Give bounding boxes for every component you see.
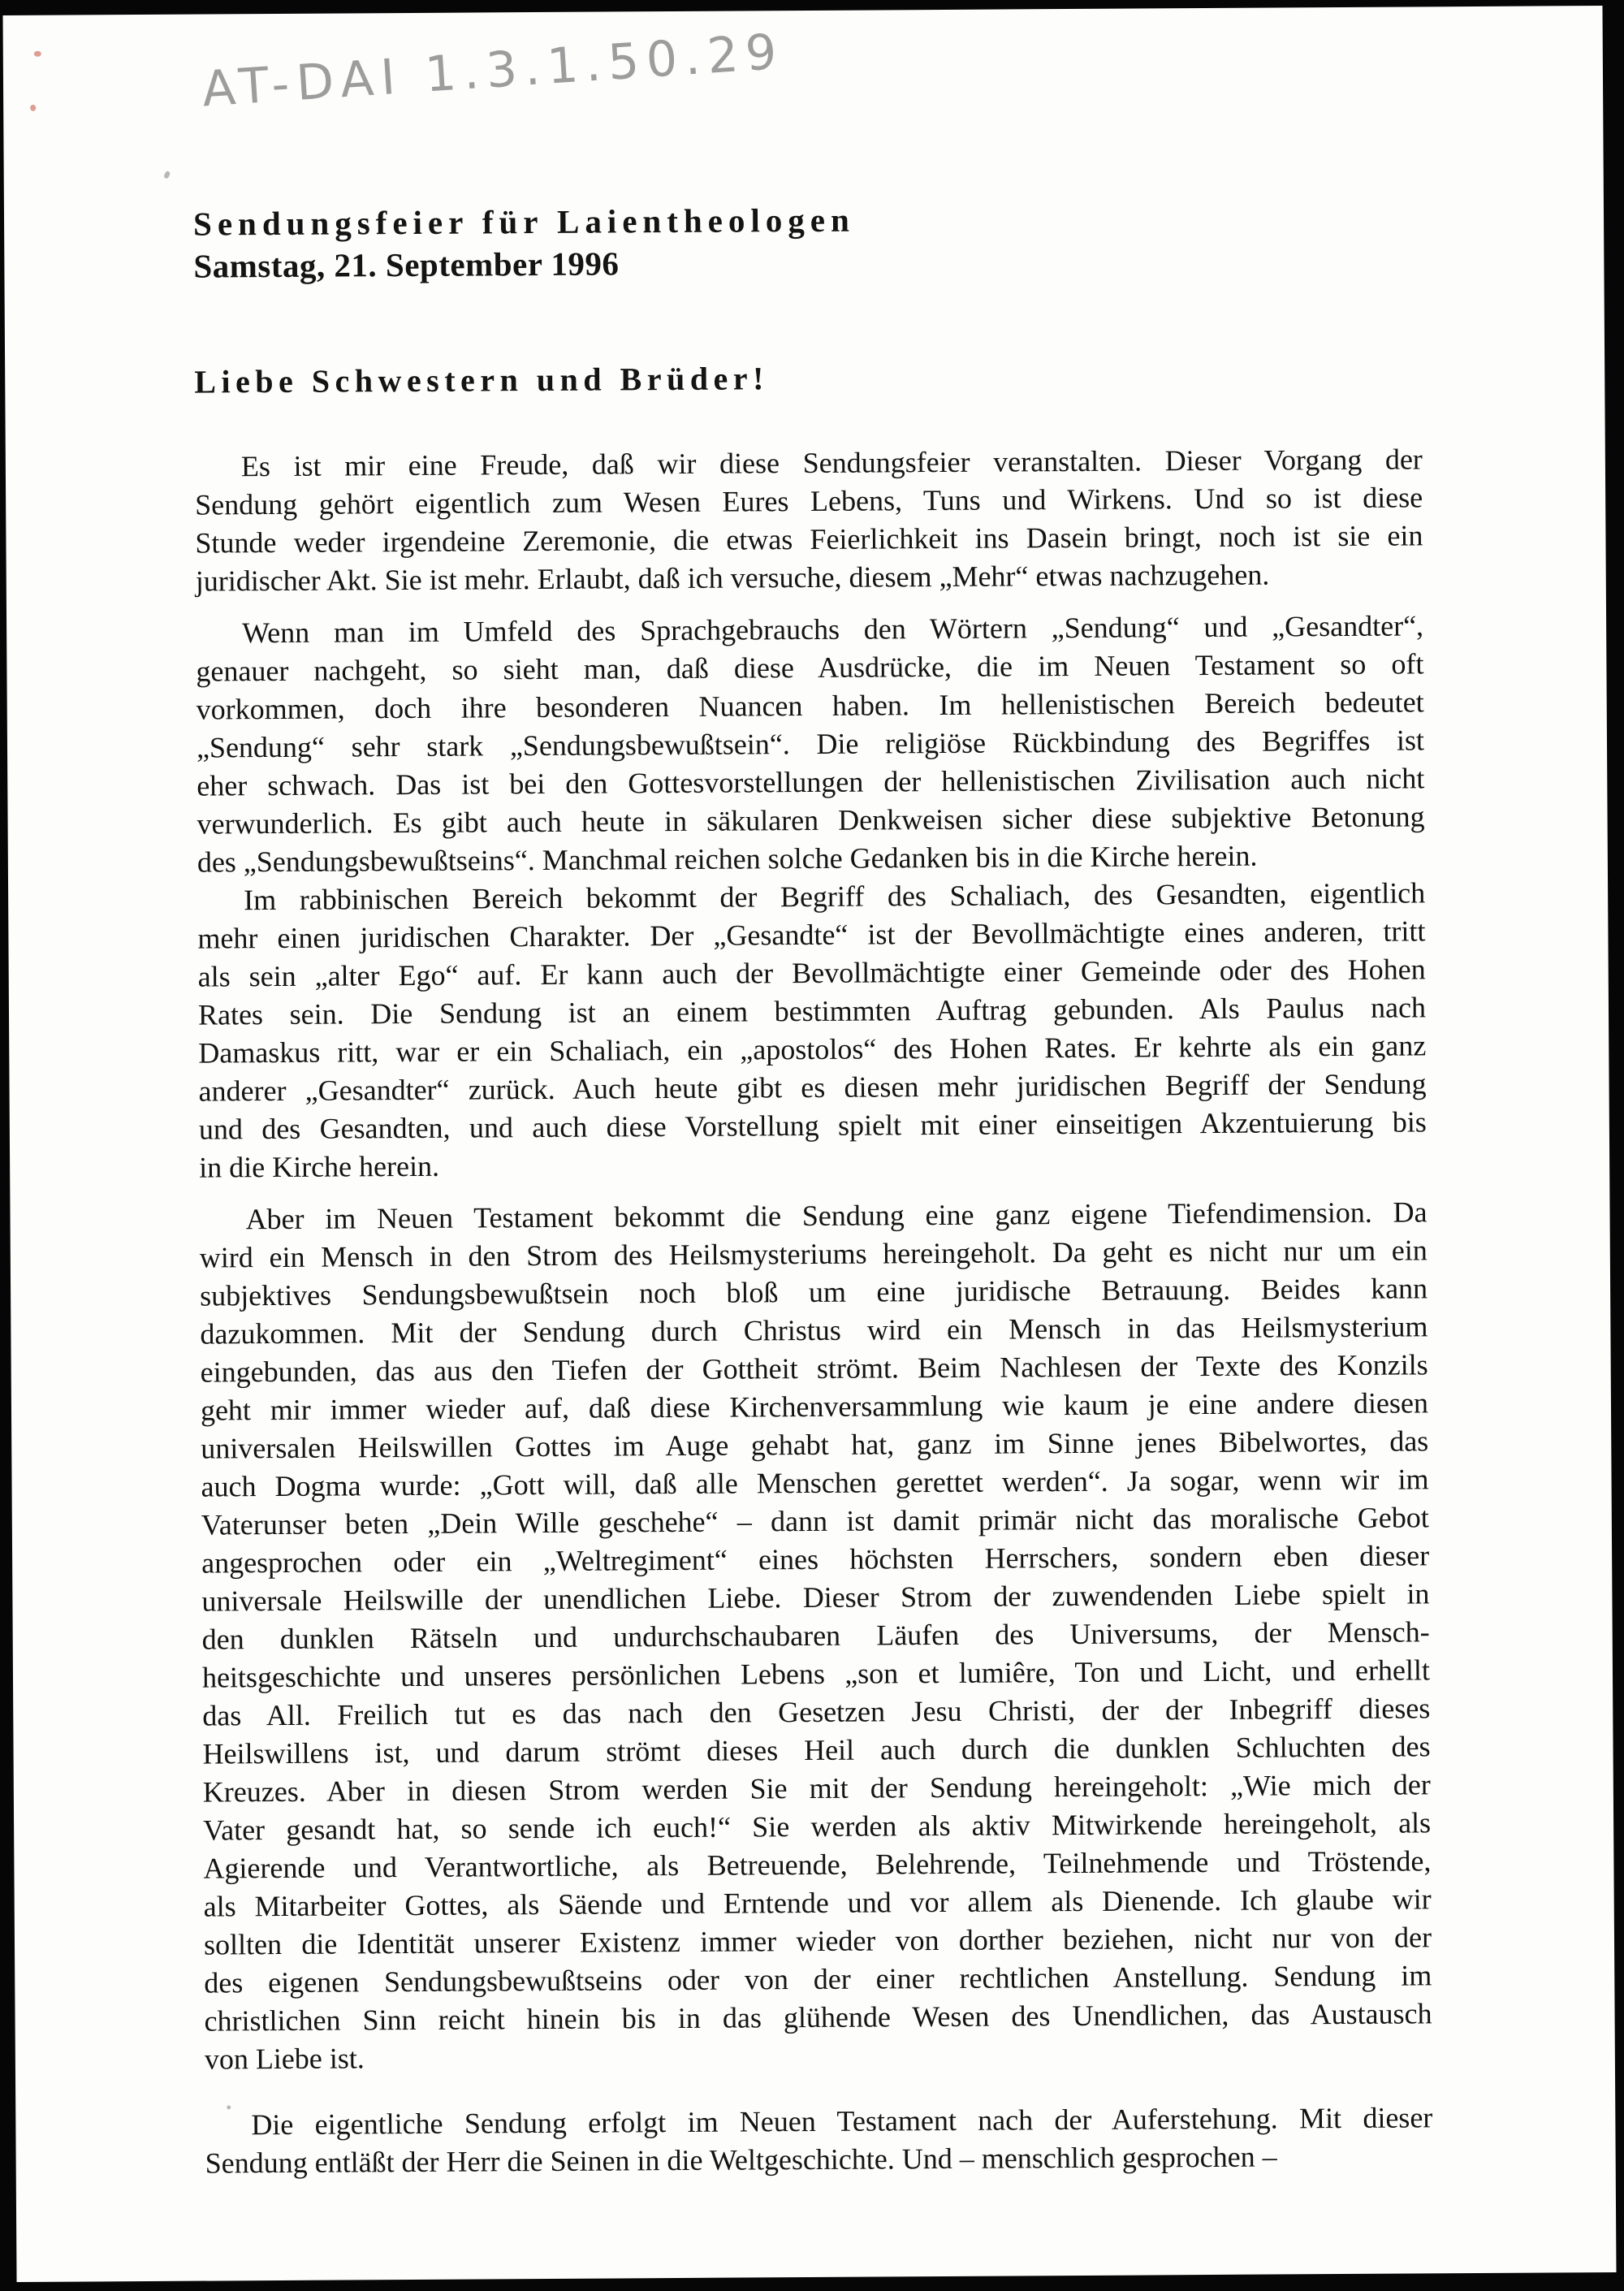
document-body <box>195 440 1433 2182</box>
text-line: Stunde weder irgendeine Zeremonie, die etwas Feierlichkeit ins Dasein bringt, noch ist sie ein <box>195 519 1423 560</box>
paragraph <box>195 440 1423 600</box>
scan-speck <box>34 51 41 57</box>
text-line: Damaskus ritt, war er ein Schaliach, ein „apostolos“ des Hohen Rates. Er kehrte als ein ganz <box>198 1029 1427 1070</box>
text-line: verwunderlich. Es gibt auch heute in säkularen Denkweisen sicher diese subjektive Betonung <box>197 800 1425 841</box>
text-line: Sendung gehört eigentlich zum Wesen Eures Lebens, Tuns und Wirkens. Und so ist diese <box>195 481 1423 521</box>
text-line: geht mir immer wieder auf, daß diese Kirchenversammlung wie kaum je eine andere diesen <box>200 1386 1429 1427</box>
document-page <box>2 6 1616 2282</box>
text-line: eher schwach. Das ist bei den Gottesvorstellungen der hellenistischen Zivilisation auch nicht <box>197 762 1425 802</box>
text-line: „Sendung“ sehr stark „Sendungsbewußtsein“. Die religiöse Rückbindung des Begriffes ist <box>196 724 1425 764</box>
text-line: Agierende und Verantwortliche, als Betreuende, Belehrende, Teilnehmende und Tröstende, <box>203 1844 1432 1885</box>
text-line: wird ein Mensch in den Strom des Heilsmysteriums hereingeholt. Da geht es nicht nur um ein <box>199 1234 1427 1274</box>
text-line: den dunklen Rätseln und undurchschaubaren Läufen des Universums, der Mensch- <box>201 1615 1430 1656</box>
text-line: Heilswillens ist, und darum strömt dieses Heil auch durch die dunklen Schluchten des <box>202 1730 1431 1770</box>
document-header <box>193 195 1422 287</box>
text-line: eingebunden, das aus den Tiefen der Gottheit strömt. Beim Nachlesen der Texte des Konzils <box>200 1348 1428 1389</box>
text-line: universale Heilswille der unendlichen Liebe. Dieser Strom der zuwendenden Liebe spielt in <box>201 1577 1430 1618</box>
text-line: Sendung entläßt der Herr die Seinen in die Weltgeschichte. Und – menschlich gesprochen – <box>205 2140 1277 2180</box>
text-line: des eigenen Sendungsbewußtseins oder von der einer rechtlichen Anstellung. Sendung im <box>204 1959 1432 1999</box>
scan-speck <box>163 171 171 179</box>
text-line: anderer „Gesandter“ zurück. Auch heute gibt es diesen mehr juridischen Begriff der Sendung <box>198 1067 1427 1108</box>
scan-speck <box>30 105 36 111</box>
text-line: vorkommen, doch ihre besonderen Nuancen haben. Im hellenistischen Bereich bedeutet <box>196 685 1424 726</box>
text-line: angesprochen oder ein „Weltregiment“ eines höchsten Herrschers, sondern eben dieser <box>201 1539 1430 1580</box>
archival-reference-handwriting: AT-DAI 1.3.1.50.29 <box>200 23 786 119</box>
text-line: mehr einen juridischen Charakter. Der „Gesandte“ ist der Bevollmächtigte eines anderen, tritt <box>197 914 1426 955</box>
text-line: sollten die Identität unserer Existenz immer wieder von dorther beziehen, nicht nur von der <box>203 1921 1432 1961</box>
document-content <box>192 6 1432 2182</box>
text-line: Vater gesandt hat, so sende ich euch!“ Sie werden als aktiv Mitwirkende hereingeholt, als <box>203 1806 1432 1847</box>
text-line: dazukommen. Mit der Sendung durch Christus wird ein Mensch in das Heilsmysterium <box>200 1310 1428 1351</box>
text-line: juridischer Akt. Sie ist mehr. Erlaubt, daß ich versuche, diesem „Mehr“ etwas nachzugehen. <box>195 558 1270 598</box>
document-date: Samstag, 21. September 1996 <box>193 244 620 285</box>
text-line: universalen Heilswillen Gottes im Auge gehabt hat, ganz im Sinne jenes Bibelwortes, das <box>201 1424 1429 1465</box>
text-line: christlichen Sinn reicht hinein bis in das glühende Wesen des Unendlichen, das Austausch <box>204 1997 1432 2038</box>
paragraph <box>205 2099 1433 2182</box>
text-line: Kreuzes. Aber in diesen Strom werden Sie mit der Sendung hereingeholt: „Wie mich der <box>202 1768 1431 1809</box>
text-line: Wenn man im Umfeld des Sprachgebrauchs den Wörtern „Sendung“ und „Gesandter“, <box>242 609 1424 650</box>
paragraph <box>196 607 1425 881</box>
text-line: von Liebe ist. <box>204 2042 365 2076</box>
document-title: Sendungsfeier für Laientheologen <box>192 201 855 243</box>
text-line: heitsgeschichte und unseres persönlichen Lebens „son et lumiêre, Ton und Licht, und erhellt <box>201 1653 1431 1694</box>
text-line: Es ist mir eine Freude, daß wir diese Sendungsfeier veranstalten. Dieser Vorgang der <box>240 443 1423 483</box>
text-line: und des Gesandten, und auch diese Vorstellung spielt mit einer einseitigen Akzentuierung bis <box>198 1105 1427 1146</box>
text-line: subjektives Sendungsbewußtsein noch bloß um eine juridische Betrauung. Beides kann <box>200 1272 1428 1312</box>
paragraph <box>199 1193 1432 2078</box>
text-line: Aber im Neuen Testament bekommt die Sendung eine ganz eigene Tiefendimension. Da <box>245 1195 1427 1236</box>
text-line: Die eigentliche Sendung erfolgt im Neuen Testament nach der Auferstehung. Mit dieser <box>251 2101 1433 2142</box>
text-line: als Mitarbeiter Gottes, als Säende und Erntende und vor allem als Dienende. Ich glaube wir <box>203 1883 1432 1923</box>
text-line: das All. Freilich tut es das nach den Gesetzen Jesu Christi, der der Inbegriff dieses <box>202 1692 1431 1732</box>
text-line: des „Sendungsbewußtseins“. Manchmal reichen solche Gedanken bis in die Kirche herein. <box>197 839 1258 879</box>
text-line: Vaterunser beten „Dein Wille geschehe“ – dann ist damit primär nicht das moralische Gebot <box>201 1501 1429 1541</box>
paragraph <box>197 874 1427 1187</box>
text-line: in die Kirche herein. <box>199 1149 440 1184</box>
text-line: Im rabbinischen Bereich bekommt der Begriff des Schaliach, des Gesandten, eigentlich <box>244 876 1426 917</box>
salutation: Liebe Schwestern und Brüder! <box>194 360 769 400</box>
text-line: Rates sein. Die Sendung ist an einem bestimmten Auftrag gebunden. Als Paulus nach <box>197 991 1427 1031</box>
text-line: genauer nachgeht, so sieht man, daß diese Ausdrücke, die im Neuen Testament so oft <box>196 647 1424 688</box>
text-line: auch Dogma wurde: „Gott will, daß alle Menschen gerettet werden“. Ja sogar, wenn wir im <box>201 1463 1429 1503</box>
text-line: als sein „alter Ego“ auf. Er kann auch der Bevollmächtigte einer Gemeinde oder des Hohen <box>197 953 1426 993</box>
